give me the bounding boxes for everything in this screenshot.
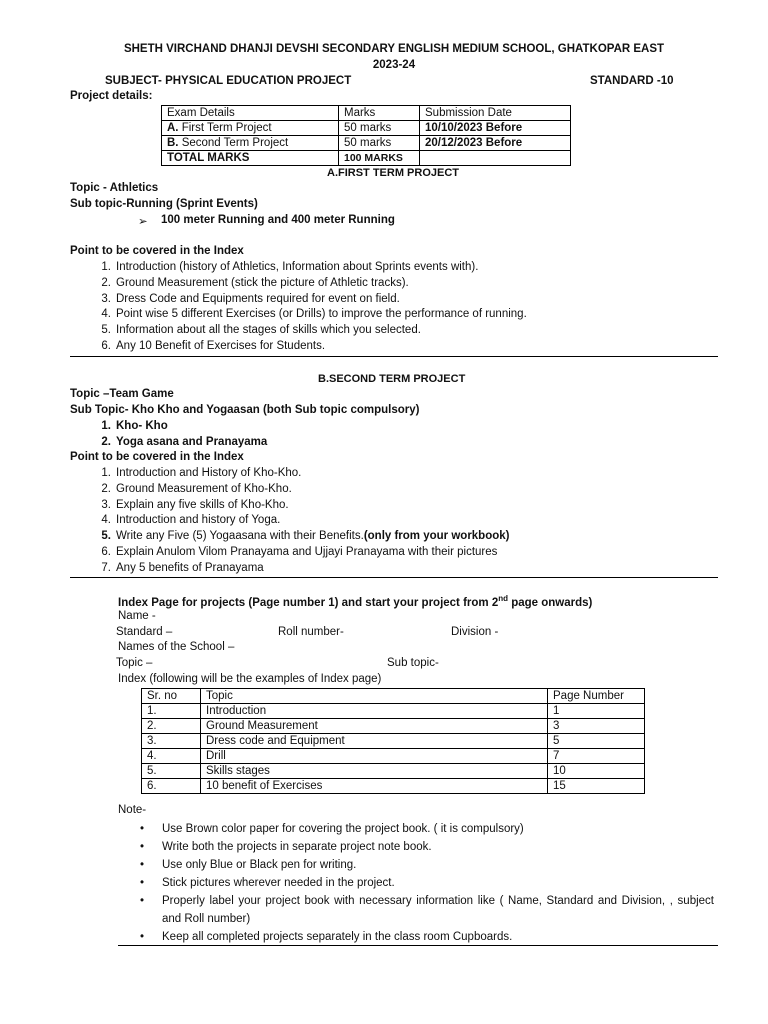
exam-name: Second Term Project [178,137,289,149]
bullet-icon: • [140,859,145,871]
subject-title: SUBJECT- PHYSICAL EDUCATION PROJECT [105,75,352,87]
column-header: Exam Details [162,106,339,121]
first-term-index-heading: Point to be covered in the Index [70,245,244,257]
list-item: • Use Brown color paper for covering the project book. ( it is compulsory) [130,820,714,838]
list-item: 5. Write any Five (5) Yogaasana with their Benefits.(only from your workbook) [101,530,510,543]
column-header: Sr. no [142,689,201,704]
list-item: 6. Any 10 Benefit of Exercises for Students. [101,339,326,352]
second-term-heading: B.SECOND TERM PROJECT [318,373,466,385]
table-row: 2. Ground Measurement 3 [142,719,645,734]
first-term-topic: Topic - Athletics [70,182,159,194]
list-item: 2. Ground Measurement (stick the picture of Athletic tracks). [101,276,409,289]
column-header: Page Number [548,689,645,704]
table-row: 4. Drill 7 [142,749,645,764]
list-item: 1. Introduction (history of Athletics, Information about Sprints events with). [101,261,479,273]
divider [70,356,718,357]
exam-prefix: B. [167,137,179,149]
arrow-bullet-icon: ➢ [138,216,148,228]
exam-prefix: A. [167,122,179,134]
list-item: 2. Yoga asana and Pranayama [101,435,268,448]
academic-year: 2023-24 [372,59,416,71]
bullet-icon: • [140,895,145,907]
table-row [162,151,571,166]
exam-name: First Term Project [178,122,272,134]
column-header: Submission Date [420,106,571,121]
list-item: 3. Dress Code and Equipments required for event on field. [101,292,400,305]
note-label: Note- [118,804,147,816]
exam-cell [162,136,339,151]
date-cell: 10/10/2023 Before [420,121,571,136]
school-name-label: Names of the School – [118,641,235,653]
standard-label: STANDARD -10 [590,75,674,87]
project-details-label: Project details: [70,90,153,102]
standard-field-label: Standard – [116,626,173,638]
list-item: • Properly label your project book with necessary information like ( Name, Standard and Division, , subject and Roll number) [130,892,714,928]
list-item: • Keep all completed projects separately in the class room Cupboards. [130,928,714,946]
name-field-label: Name - [118,610,156,622]
first-term-heading: A.FIRST TERM PROJECT [327,167,460,179]
bullet-icon: • [140,931,145,943]
table-row: 5. Skills stages 10 [142,764,645,779]
school-name: SHETH VIRCHAND DHANJI DEVSHI SECONDARY ENGLISH MEDIUM SCHOOL, GHATKOPAR EAST [123,43,665,55]
total-label: TOTAL MARKS [162,151,339,166]
second-term-subtopics [101,419,268,451]
index-example-table [141,688,645,794]
exam-cell [162,121,339,136]
list-item: • Write both the projects in separate project note book. [130,838,714,856]
project-details-table [161,105,571,166]
list-item: 1. Kho- Kho [101,420,168,432]
table-row [162,121,571,136]
table-row: 6. 10 benefit of Exercises 15 [142,779,645,794]
second-term-points [101,466,510,577]
index-page-heading: Index Page for projects (Page number 1) and start your project from 2nd page onwards) [118,594,593,609]
divider [70,577,718,578]
marks-cell: 50 marks [339,136,420,151]
roll-number-label: Roll number- [278,626,344,638]
date-cell: 20/12/2023 Before [420,136,571,151]
marks-cell: 50 marks [339,121,420,136]
first-term-subtopic: Sub topic-Running (Sprint Events) [70,198,258,210]
total-marks: 100 MARKS [339,151,420,166]
subtopic-label: Sub topic- [387,657,439,669]
divider [118,945,718,946]
table-header-row [162,106,571,121]
second-term-index-heading: Point to be covered in the Index [70,451,244,463]
total-date [420,151,571,166]
workbook-note: (only from your workbook) [363,530,510,543]
table-header-row [142,689,645,704]
topic-label: Topic – [116,657,153,669]
table-row [162,136,571,151]
column-header: Topic [201,689,548,704]
index-example-label: Index (following will be the examples of Index page) [118,673,382,685]
list-item: • Stick pictures wherever needed in the project. [130,874,714,892]
second-term-topic: Topic –Team Game [70,388,174,400]
division-label: Division - [451,626,499,638]
column-header: Marks [339,106,420,121]
list-item: 2. Ground Measurement of Kho-Kho. [101,482,292,495]
table-row: 1. Introduction 1 [142,704,645,719]
bullet-icon: • [140,823,145,835]
list-item: 6. Explain Anulom Vilom Pranayama and Ujjayi Pranayama with their pictures [101,545,498,558]
notes-list [130,820,714,946]
table-row: 3. Dress code and Equipment 5 [142,734,645,749]
list-item: 3. Explain any five skills of Kho-Kho. [101,498,289,511]
bullet-icon: • [140,877,145,889]
list-item: 5. Information about all the stages of skills which you selected. [101,324,421,337]
list-item: 7. Any 5 benefits of Pranayama [101,561,264,574]
second-term-subtopic: Sub Topic- Kho Kho and Yogaasan (both Sub topic compulsory) [70,404,420,416]
first-term-points [101,260,527,355]
list-item: 1. Introduction and History of Kho-Kho. [101,467,302,479]
list-item: 4. Introduction and history of Yoga. [101,514,281,527]
list-item: 4. Point wise 5 different Exercises (or Drills) to improve the performance of running. [101,308,527,321]
bullet-icon: • [140,841,145,853]
list-item: • Use only Blue or Black pen for writing. [130,856,714,874]
first-term-event: 100 meter Running and 400 meter Running [161,214,395,226]
